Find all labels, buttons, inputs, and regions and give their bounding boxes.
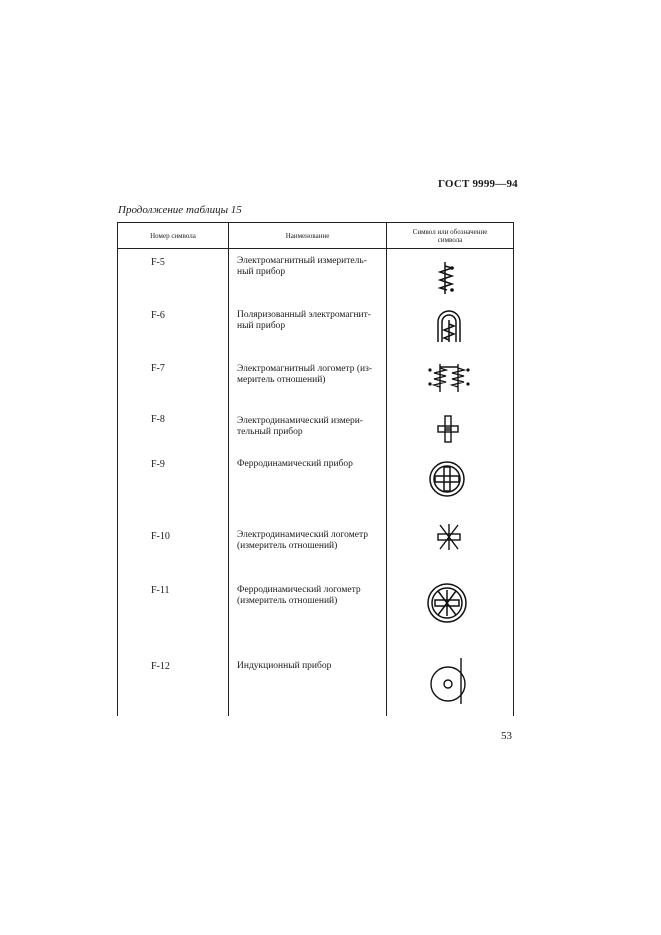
symbol-code: F-5 (151, 257, 165, 268)
symbol-code: F-10 (151, 531, 170, 542)
standard-designation: ГОСТ 9999—94 (438, 178, 518, 190)
column-header-symbol: Символ или обозначение символа (412, 228, 488, 244)
symbol-name: Электродинамический логометр (измеритель отношений) (237, 530, 368, 551)
symbol-name: Индукционный прибор (237, 661, 332, 671)
symbol-code: F-12 (151, 661, 170, 672)
page-number: 53 (501, 730, 512, 742)
electromagnetic-meter-icon (432, 260, 462, 296)
symbol-code: F-6 (151, 310, 165, 321)
symbol-name: Поляризованный электромагнит-ный прибор (237, 310, 371, 331)
symbol-name: Ферродинамический логометр (измеритель отношений) (237, 585, 361, 606)
ferrodynamic-ratiometer-icon (426, 582, 468, 624)
table-continuation-caption: Продолжение таблицы 15 (118, 204, 242, 216)
symbol-name: Электродинамический измери-тельный прибор (237, 416, 363, 437)
symbol-name: Электромагнитный логометр (из-меритель отношений) (237, 364, 372, 385)
symbol-name: Ферродинамический прибор (237, 459, 353, 469)
polarized-electromagnetic-meter-icon (434, 308, 464, 344)
symbol-code: F-8 (151, 414, 165, 425)
electrodynamic-ratiometer-icon (434, 522, 464, 552)
electromagnetic-ratiometer-icon (425, 362, 473, 394)
induction-meter-icon (426, 656, 470, 706)
symbol-name: Электромагнитный измеритель-ный прибор (237, 256, 367, 277)
column-header-number: Номер символа (150, 232, 196, 240)
column-header-name: Наименование (285, 232, 330, 240)
symbol-code: F-11 (151, 585, 170, 596)
electrodynamic-meter-icon (436, 414, 460, 444)
ferrodynamic-meter-icon (428, 460, 466, 498)
symbol-code: F-9 (151, 459, 165, 470)
symbol-code: F-7 (151, 363, 165, 374)
